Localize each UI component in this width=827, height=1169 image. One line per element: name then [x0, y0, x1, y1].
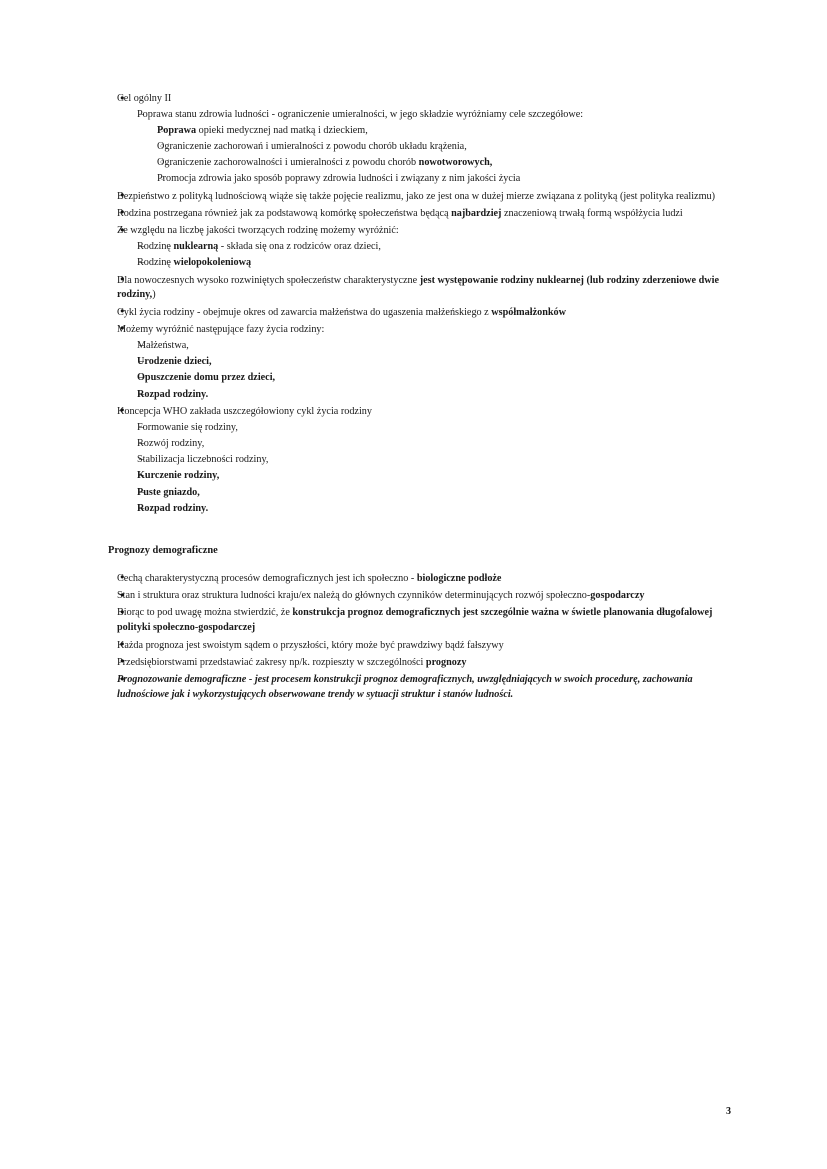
- list-item: [137, 156, 731, 171]
- list-item-text: ● Stan i struktura oraz struktura ludności kraju/ex należą do głównych czynników determinujących rozwój społeczno-gospodarczy: [117, 589, 731, 604]
- list-item: [96, 207, 731, 222]
- list-item: [117, 486, 731, 501]
- list-item: [117, 453, 731, 468]
- list-item: [96, 673, 731, 703]
- list-item: [96, 224, 731, 271]
- list-item-text: ● Możemy wyróżnić następujące fazy życia rodziny:: [117, 323, 731, 338]
- list-item: [96, 190, 731, 205]
- list-item: [117, 437, 731, 452]
- list-item-text: – Urodzenie dzieci,: [137, 355, 731, 370]
- list-item: [96, 306, 731, 321]
- list-item-text: ● Koncepcja WHO zakłada uszczegółowiony cykl życia rodziny: [117, 405, 731, 420]
- list-item-text: ● Każda prognoza jest swoistym sądem o przyszłości, który może być prawdziwy bądź fałszywy: [117, 639, 731, 654]
- list-item: [117, 421, 731, 436]
- list-item-text: ● Bezpieństwo z polityką ludnościową wiąże się także pojęcie realizmu, jako ze jest ona w dużej mierze związana z polityką (jest polityka realizmu): [117, 190, 731, 205]
- list-item-text: ○ Promocja zdrowia jako sposób poprawy zdrowia ludności i związany z nim jakości życia: [157, 172, 731, 187]
- outline-level-3-list: [137, 124, 731, 188]
- list-item: [96, 656, 731, 671]
- prognozy-list: [96, 572, 731, 703]
- list-item: [117, 108, 731, 187]
- outline-level-2-list: [117, 339, 731, 403]
- list-item: [96, 274, 731, 304]
- outline-level-2-list: [117, 240, 731, 271]
- list-item: [96, 606, 731, 636]
- outline-level-2-list: [117, 421, 731, 517]
- list-item: [96, 589, 731, 604]
- list-item: [117, 388, 731, 403]
- list-item: [96, 572, 731, 587]
- list-item-text: – Opuszczenie domu przez dzieci,: [137, 371, 731, 386]
- list-item: [137, 140, 731, 155]
- list-item-text: – Rodzinę wielopokoleniową: [137, 256, 731, 271]
- list-item-text: ○ Ograniczenie zachorowań i umieralności z powodu chorób układu krążenia,: [157, 140, 731, 155]
- list-item-text: – Małżeństwa,: [137, 339, 731, 354]
- list-item: [96, 323, 731, 402]
- list-item-text: – Poprawa stanu zdrowia ludności - ograniczenie umieralności, w jego składzie wyróżniamy cele szczegółowe:: [137, 108, 731, 123]
- list-item-text: ● Ze względu na liczbę jakości tworzących rodzinę możemy wyróżnić:: [117, 224, 731, 239]
- list-item-text: ○ Ograniczenie zachorowalności i umieralności z powodu chorób nowotworowych,: [157, 156, 731, 171]
- list-item: [117, 240, 731, 255]
- list-item-text: – Formowanie się rodziny,: [137, 421, 731, 436]
- list-item-text: – Kurczenie rodziny,: [137, 469, 731, 484]
- document-body: [96, 92, 731, 703]
- list-item-text: ● Dla nowoczesnych wysoko rozwiniętych społeczeństw charakterystyczne jest występowanie rodziny nuklearnej (lub rodziny zderzeniowe dwie rodziny,): [117, 274, 731, 304]
- list-item: [117, 502, 731, 517]
- list-item: [96, 639, 731, 654]
- list-item-text: ● Rodzina postrzegana również jak za podstawową komórkę społeczeństwa będącą najbardziej znaczeniową trwałą formą współżycia ludzi: [117, 207, 731, 222]
- list-item: [96, 92, 731, 187]
- list-item-text: ● Cechą charakterystyczną procesów demograficznych jest ich społeczno - biologiczne podłoże: [117, 572, 731, 587]
- list-item-text: – Rozpad rodziny.: [137, 388, 731, 403]
- outline-level-1-list: [96, 92, 731, 517]
- list-item: [117, 355, 731, 370]
- list-item: [137, 124, 731, 139]
- list-item-text: ● Biorąc to pod uwagę można stwierdzić, że konstrukcja prognoz demograficznych jest szczególnie ważna w świetle planowania długofalowej polityki społeczno-gospodarczej: [117, 606, 731, 636]
- list-item: [117, 339, 731, 354]
- list-item-text: – Puste gniazdo,: [137, 486, 731, 501]
- list-item-text: – Rodzinę nuklearną - składa się ona z rodziców oraz dzieci,: [137, 240, 731, 255]
- list-item: [117, 469, 731, 484]
- list-item-text: ● Przedsiębiorstwami przedstawiać zakresy np/k. rozpieszty w szczególności prognozy: [117, 656, 731, 671]
- outline-level-2-list: [117, 108, 731, 187]
- list-item-text: ● Cykl życia rodziny - obejmuje okres od zawarcia małżeństwa do ugaszenia małżeńskiego z współmałżonków: [117, 306, 731, 321]
- list-item-text: – Stabilizacja liczebności rodziny,: [137, 453, 731, 468]
- page-number: 3: [726, 1106, 731, 1117]
- list-item-text: ● Cel ogólny II: [117, 92, 731, 107]
- list-item-text: ○ Poprawa opieki medycznej nad matką i dzieckiem,: [157, 124, 731, 139]
- list-item-text: – Rozpad rodziny.: [137, 502, 731, 517]
- list-item: [117, 256, 731, 271]
- list-item: [96, 405, 731, 517]
- section-heading: Prognozy demograficzne: [108, 544, 218, 556]
- list-item-text: – Rozwój rodziny,: [137, 437, 731, 452]
- list-item: [137, 172, 731, 187]
- list-item-text: ● Prognozowanie demograficzne - jest procesem konstrukcji prognoz demograficznych, uwzględniających w swoich procedurę, zachowania ludnościowe jak i wykorzystujących obserwowane trendy w sytuacji struktur i stanów ludności.: [117, 673, 731, 703]
- list-item: [117, 371, 731, 386]
